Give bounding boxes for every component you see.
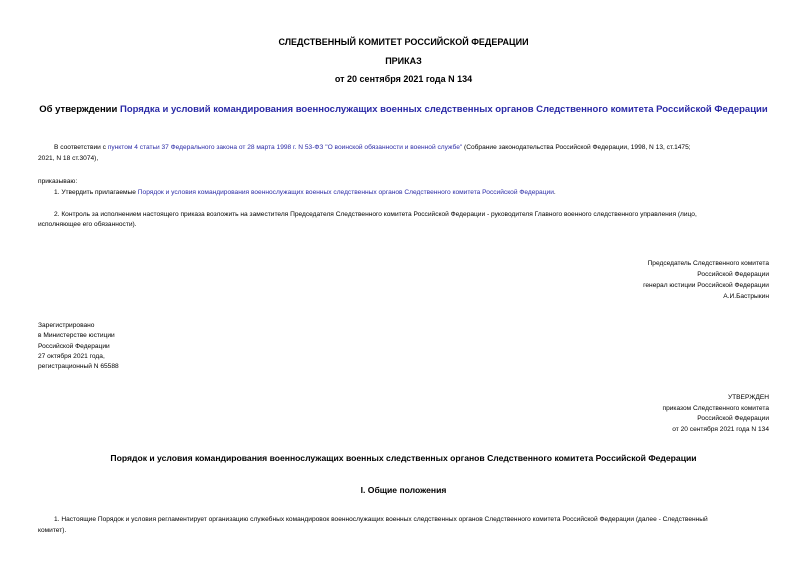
item-1-link[interactable]: Порядок и условия командирования военнослужащих военных следственных органов Следственного комитета Российской Федерации [137, 189, 554, 196]
annex-title: Порядок и условия командирования военнослужащих военных следственных органов Следственного комитета Российской Федерации [110, 453, 697, 463]
approval-line2: приказом Следственного комитета [662, 405, 769, 412]
annex-para1-line2: комитет). [38, 527, 67, 534]
signature-line1: Председатель Следственного комитета [647, 260, 769, 267]
item-2-line1: 2. Контроль за исполнением настоящего приказа возложить на заместителя Председателя Следственного комитета Российской Федерации - руководителя Главного военного следственного управления (лицо, [54, 211, 697, 218]
item-1-suffix: . [553, 189, 556, 196]
annex-section-title: I. Общие положения [360, 485, 447, 495]
doc-date-number: от 20 сентября 2021 года N 134 [334, 74, 473, 84]
registration-line5: регистрационный N 65588 [38, 363, 119, 370]
item-2-line2: исполняющее его обязанности). [38, 221, 137, 228]
registration-line3: Российской Федерации [38, 343, 110, 350]
order-word: приказываю: [38, 178, 78, 185]
doc-title-prefix: Об утверждении [39, 104, 120, 115]
preamble-text-before: В соответствии с [54, 144, 108, 151]
registration-line1: Зарегистрировано [38, 322, 95, 329]
preamble-line2: 2021, N 18 ст.3074), [38, 155, 99, 162]
item-1-prefix: 1. Утвердить прилагаемые [54, 189, 138, 196]
registration-line2: в Министерстве юстиции [38, 332, 115, 339]
doc-type: ПРИКАЗ [385, 56, 422, 66]
doc-title-link[interactable]: Порядка и условий командирования военнослужащих военных следственных органов Следственного комитета Российской Федерации [120, 104, 768, 115]
registration-line4: 27 октября 2021 года, [38, 353, 105, 360]
signature-line2: Российской Федерации [697, 271, 769, 278]
law-link[interactable]: пунктом 4 статьи 37 Федерального закона от 28 марта 1998 г. N 53-ФЗ "О воинской обязанности и военной службе" [107, 144, 463, 151]
approval-line3: Российской Федерации [697, 415, 769, 422]
signature-line3: генерал юстиции Российской Федерации [643, 282, 769, 289]
org-name: СЛЕДСТВЕННЫЙ КОМИТЕТ РОССИЙСКОЙ ФЕДЕРАЦИИ [278, 37, 529, 47]
doc-title [0, 104, 807, 115]
preamble [54, 142, 774, 153]
item-1 [54, 187, 774, 198]
signature-name: А.И.Бастрыкин [723, 293, 769, 300]
preamble-text-after: (Собрание законодательства Российской Федерации, 1998, N 13, ст.1475; [462, 144, 691, 151]
annex-para1-line1: 1. Настоящие Порядок и условия регламентирует организацию служебных командировок военнослужащих военных следственных органов Следственного комитета Российской Федерации (далее - Следственный [54, 516, 708, 523]
approval-line4: от 20 сентября 2021 года N 134 [672, 426, 769, 433]
approval-line1: УТВЕРЖДЕН [727, 394, 769, 401]
